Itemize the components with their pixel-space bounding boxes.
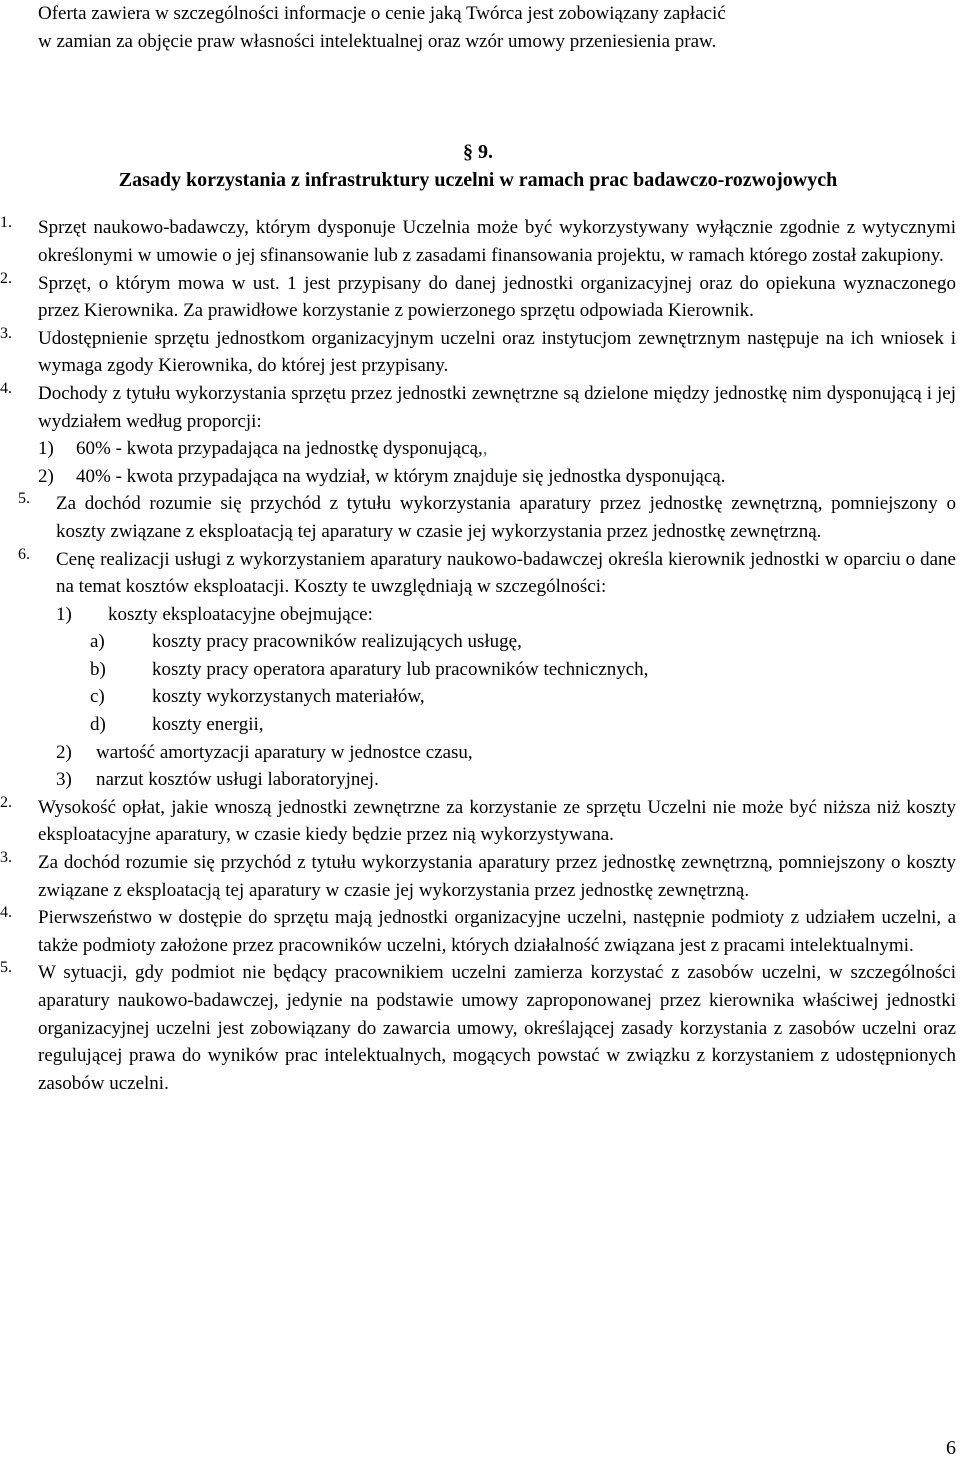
sub-item [38,435,956,463]
sub-item-text: 60% - kwota przypadająca na jednostkę dysponującą,, [76,438,488,460]
sub-item-number: 2) [38,465,54,487]
item-text: Dochody z tytułu wykorzystania sprzętu przez jednostki zewnętrzne są dzielone między jednostkę nim dysponującą i jej wydziałem według proporcji: [38,382,956,432]
letter-item-number: d) [90,714,106,736]
sub-item-number: 1) [56,603,72,625]
item-text: Udostępnienie sprzętu jednostkom organizacyjnym uczelni oraz instytucjom zewnętrznym następuje na ich wniosek i wymaga zgody Kierownika, do której jest przypisany. [38,327,956,377]
letter-item-number: b) [90,658,106,680]
sub-item-text: 40% - kwota przypadająca na wydział, w którym znajduje się jednostka dysponującą. [76,465,726,487]
sub-item-text: koszty eksploatacyjne obejmujące: [108,603,373,625]
intro-paragraph [38,0,956,55]
sub-item-text: wartość amortyzacji aparatury w jednostce czasu, [96,741,473,763]
section-title: Zasady korzystania z infrastruktury uczelni w ramach prac badawczo-rozwojowych [118,168,838,191]
item-text: W sytuacji, gdy podmiot nie będący pracownikiem uczelni zamierza korzystać z zasobów uczelni, w szczególności aparatury naukowo-badawczej, jedynie na podstawie umowy zaproponowanej przez kierownika właściwej jednostki organizacyjnej uczelni jest zobowiązany do zawarcia umowy, określającej zasady korzystania z zasobów uczelni oraz regulującej prawa do wyników prac intelektualnych, mogących powstać w związku z korzystaniem z udostępnionych zasobów uczelni. [38,962,956,1094]
letter-item [38,683,956,711]
section-number: § 9. [463,141,493,164]
item-text: Sprzęt naukowo-badawczy, którym dysponuje Uczelnia może być wykorzystywany wyłącznie zgodnie z wytycznymi określonymi w umowie o jej sfinansowanie lub z zasadami finansowania projektu, w ramach którego został zakupiony. [38,217,956,266]
item-number: 5. [18,490,30,508]
list-item [0,849,956,904]
item-text: Pierwszeństwo w dostępie do sprzętu mają jednostki organizacyjne uczelni, następnie podmioty z udziałem uczelni, a także podmioty założone przez pracowników uczelni, których działalność związana jest z pracami intelektualnymi. [38,907,956,956]
letter-item [38,628,956,656]
list-item [0,324,956,380]
letter-item-text: koszty wykorzystanych materiałów, [152,686,425,708]
letter-item-text: koszty pracy operatora aparatury lub pracowników technicznych, [152,658,649,680]
sub-item [38,766,956,794]
item-text: Sprzęt, o którym mowa w ust. 1 jest przypisany do danej jednostki organizacyjnej oraz do opiekuna wyznaczonego przez Kierownika. Za prawidłowe korzystanie z powierzonego sprzętu odpowiada Kierownik. [38,272,956,322]
list-item [0,904,956,959]
item-number: 2. [0,269,12,287]
item-text: Za dochód rozumie się przychód z tytułu wykorzystania aparatury przez jednostkę zewnętrzną, pomniejszony o koszty związane z eksploatacją tej aparatury w czasie jej wykorzystania przez jednostkę zewnętrzną. [38,852,956,901]
sub-item-text: narzut kosztów usługi laboratoryjnej. [96,769,379,791]
item-number: 5. [0,959,12,977]
list-item [0,959,956,1097]
list-item [0,793,956,849]
item-number: 3. [0,849,12,867]
list-item [0,269,956,325]
sub-item [38,601,956,629]
list-item [18,545,956,601]
item-number: 3. [0,324,12,342]
item-text: Za dochód rozumie się przychód z tytułu wykorzystania aparatury przez jednostkę zewnętrzną, pomniejszony o koszty związane z eksploatacją tej aparatury w czasie jej wykorzystania przez jednostkę zewnętrzną. [56,493,956,542]
sub-item [38,463,956,491]
item-number: 4. [0,904,12,922]
intro-line-2: w zamian za objęcie praw własności intelektualnej oraz wzór umowy przeniesienia praw. [38,30,717,52]
letter-item-text: koszty energii, [152,714,264,736]
sub-item-number: 3) [56,769,72,791]
item-text: Cenę realizacji usługi z wykorzystaniem aparatury naukowo-badawczej określa kierownik jednostki w oparciu o dane na temat kosztów eksploatacji. Koszty te uwzględniają w szczególności: [56,548,956,598]
list-item [0,214,956,269]
sub-item-number: 2) [56,741,72,763]
letter-item-text: koszty pracy pracowników realizujących usługę, [152,631,522,653]
item-number: 1. [0,214,12,232]
letter-item-number: c) [90,686,105,708]
list-item [0,379,956,435]
item-number: 4. [0,379,12,397]
letter-item [38,711,956,739]
letter-item-number: a) [90,631,105,653]
page-number: 6 [946,1437,956,1459]
sub-item [38,739,956,767]
intro-line-1: Oferta zawiera w szczególności informacje o cenie jaką Twórca jest zobowiązany zapłacić [38,3,726,24]
list-item [18,490,956,545]
item-number: 6. [18,545,30,563]
item-text: Wysokość opłat, jakie wnoszą jednostki zewnętrzne za korzystanie ze sprzętu Uczelni nie może być niższa niż koszty eksploatacyjne aparatury, w czasie kiedy będzie przez nią wykorzystywana. [38,796,956,846]
item-number: 2. [0,793,12,811]
letter-item [38,656,956,684]
sub-item-number: 1) [38,438,54,460]
